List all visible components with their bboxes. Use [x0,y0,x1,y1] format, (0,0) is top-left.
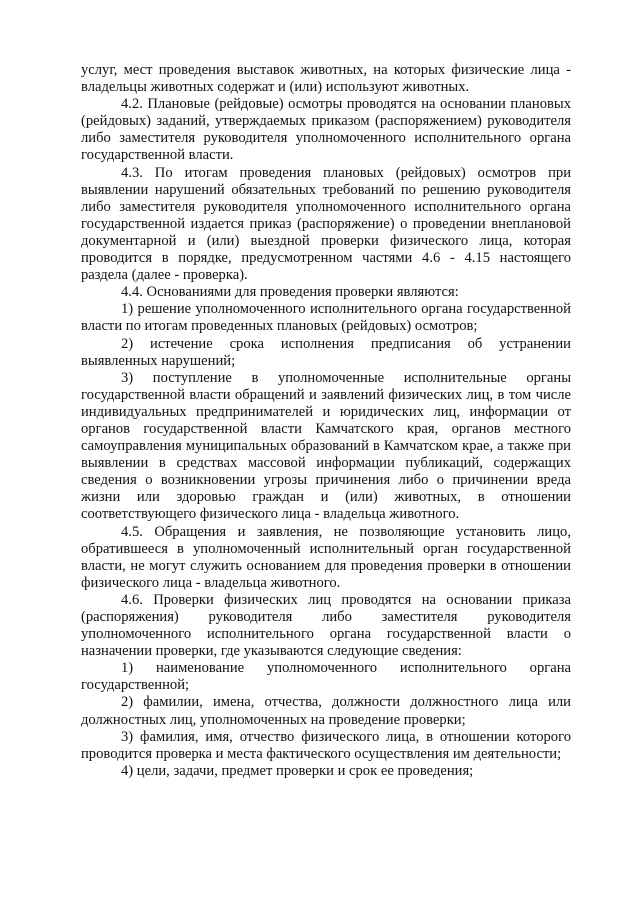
paragraph-4-5: 4.5. Обращения и заявления, не позволяющие установить лицо, обратившееся в уполномоченный исполнительный орган государственной власти, не могут служить основанием для проведения проверки в отношении физического лица - владельца животного. [81,523,571,591]
document-page [81,62,571,780]
list-item-4-4-2: 2) истечение срока исполнения предписания об устранении выявленных нарушений; [81,335,571,369]
paragraph-intro-continuation: услуг, мест проведения выставок животных, на которых физические лица - владельцы животных содержат и (или) используют животных. [81,62,571,96]
paragraph-4-6: 4.6. Проверки физических лиц проводятся на основании приказа (распоряжения) руководителя либо заместителя руководителя уполномоченного исполнительного органа государственной власти о назначении проверки, где указываются следующие сведения: [81,591,571,660]
list-item-4-6-2: 2) фамилии, имена, отчества, должности должностного лица или должностных лиц, уполномоченных на проведение проверки; [81,694,571,728]
list-item-4-6-4: 4) цели, задачи, предмет проверки и срок ее проведения; [121,762,474,779]
list-item-4-6-3: 3) фамилия, имя, отчество физического лица, в отношении которого проводится проверка и места фактического осуществления им деятельности; [81,728,571,762]
list-item-4-4-1: 1) решение уполномоченного исполнительного органа государственной власти по итогам проведенных плановых (рейдовых) осмотров; [81,301,571,335]
paragraph-4-4: 4.4. Основаниями для проведения проверки являются: [121,284,459,301]
list-item-4-4-3: 3) поступление в уполномоченные исполнительные органы государственной власти обращений и заявлений физических лиц, в том числе индивидуальных предпринимателей и юридических лиц, информации от органов государственной власти Камчатского края, органов местного самоуправления муниципальных образований в Камчатском крае, а также при выявлении в средствах массовой информации публикаций, содержащих сведения о возникновении угрозы причинения либо о причинении вреда жизни или здоровью граждан и (или) животных, в отношении соответствующего физического лица - владельца животного. [81,369,571,523]
paragraph-4-2: 4.2. Плановые (рейдовые) осмотры проводятся на основании плановых (рейдовых) заданий, утверждаемых приказом (распоряжением) руководителя либо заместителя руководителя уполномоченного исполнительного органа государственной власти. [81,96,571,164]
paragraph-4-3: 4.3. По итогам проведения плановых (рейдовых) осмотров при выявлении нарушений обязательных требований по решению руководителя либо заместителя руководителя уполномоченного исполнительного органа государственной издается приказ (распоряжение) о проведении внеплановой документарной и (или) выездной проверки физического лица, которая проводится в порядке, предусмотренном частями 4.6 - 4.15 настоящего раздела (далее - проверка). [81,164,571,284]
list-item-4-6-1: 1) наименование уполномоченного исполнительного органа государственной; [81,660,571,694]
